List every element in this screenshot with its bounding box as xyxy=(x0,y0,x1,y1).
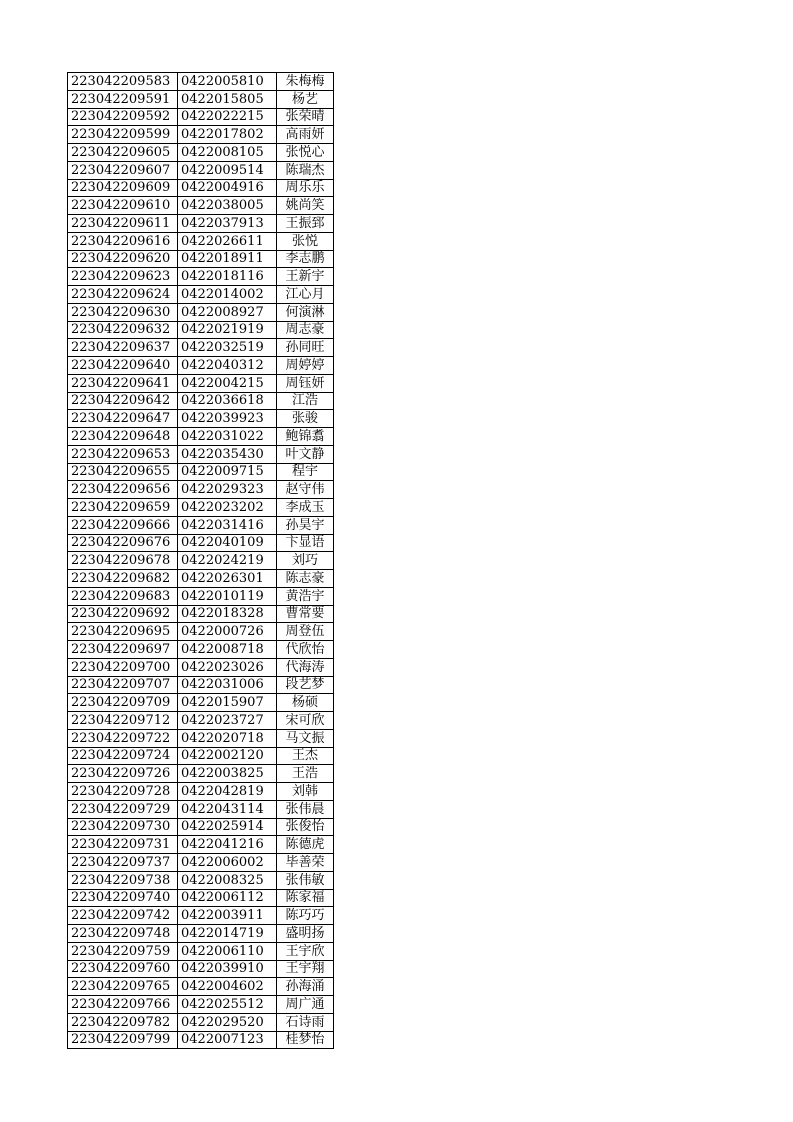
student-id-cell: 223042209678 xyxy=(68,552,178,570)
exam-number-cell: 0422009715 xyxy=(178,463,277,481)
exam-number-cell: 0422018116 xyxy=(178,268,277,286)
student-id-cell: 223042209655 xyxy=(68,463,178,481)
table-row xyxy=(68,73,334,91)
student-id-cell: 223042209640 xyxy=(68,357,178,375)
exam-number-cell: 0422023026 xyxy=(178,658,277,676)
exam-number-cell: 0422021919 xyxy=(178,321,277,339)
student-name-cell: 王杰 xyxy=(277,747,334,765)
student-id-cell: 223042209641 xyxy=(68,374,178,392)
exam-number-cell: 0422009514 xyxy=(178,161,277,179)
student-id-cell: 223042209610 xyxy=(68,197,178,215)
student-name-cell: 桂梦怡 xyxy=(277,1031,334,1049)
student-id-cell: 223042209799 xyxy=(68,1031,178,1049)
table-row xyxy=(68,1013,334,1031)
table-row xyxy=(68,339,334,357)
student-name-cell: 张悦心 xyxy=(277,144,334,162)
table-row xyxy=(68,783,334,801)
exam-number-cell: 0422008927 xyxy=(178,303,277,321)
student-id-cell: 223042209666 xyxy=(68,516,178,534)
student-id-cell: 223042209605 xyxy=(68,144,178,162)
student-id-cell: 223042209599 xyxy=(68,126,178,144)
student-table xyxy=(67,72,334,1049)
student-id-cell: 223042209709 xyxy=(68,694,178,712)
exam-number-cell: 0422018911 xyxy=(178,250,277,268)
student-id-cell: 223042209648 xyxy=(68,428,178,446)
student-name-cell: 江浩 xyxy=(277,392,334,410)
exam-number-cell: 0422020718 xyxy=(178,729,277,747)
student-id-cell: 223042209683 xyxy=(68,587,178,605)
student-id-cell: 223042209611 xyxy=(68,215,178,233)
exam-number-cell: 0422037913 xyxy=(178,215,277,233)
exam-number-cell: 0422026301 xyxy=(178,570,277,588)
student-id-cell: 223042209682 xyxy=(68,570,178,588)
exam-number-cell: 0422008718 xyxy=(178,641,277,659)
student-name-cell: 杨硕 xyxy=(277,694,334,712)
exam-number-cell: 0422038005 xyxy=(178,197,277,215)
student-name-cell: 程宇 xyxy=(277,463,334,481)
table-row xyxy=(68,499,334,517)
table-row xyxy=(68,676,334,694)
table-row xyxy=(68,605,334,623)
student-name-cell: 孙昊宇 xyxy=(277,516,334,534)
student-name-cell: 王振郅 xyxy=(277,215,334,233)
table-row xyxy=(68,854,334,872)
student-id-cell: 223042209748 xyxy=(68,925,178,943)
exam-number-cell: 0422010119 xyxy=(178,587,277,605)
student-id-cell: 223042209707 xyxy=(68,676,178,694)
exam-number-cell: 0422015907 xyxy=(178,694,277,712)
student-id-cell: 223042209632 xyxy=(68,321,178,339)
table-row xyxy=(68,268,334,286)
student-id-cell: 223042209730 xyxy=(68,818,178,836)
student-name-cell: 陈瑞杰 xyxy=(277,161,334,179)
student-name-cell: 盛明扬 xyxy=(277,925,334,943)
student-name-cell: 周乐乐 xyxy=(277,179,334,197)
student-id-cell: 223042209659 xyxy=(68,499,178,517)
exam-number-cell: 0422008325 xyxy=(178,871,277,889)
table-row xyxy=(68,428,334,446)
student-name-cell: 叶文静 xyxy=(277,445,334,463)
student-id-cell: 223042209765 xyxy=(68,978,178,996)
student-id-cell: 223042209583 xyxy=(68,73,178,91)
student-name-cell: 刘巧 xyxy=(277,552,334,570)
student-id-cell: 223042209740 xyxy=(68,889,178,907)
exam-number-cell: 0422006002 xyxy=(178,854,277,872)
table-row xyxy=(68,144,334,162)
student-name-cell: 张伟晨 xyxy=(277,800,334,818)
student-id-cell: 223042209609 xyxy=(68,179,178,197)
student-name-cell: 张悦 xyxy=(277,232,334,250)
table-row xyxy=(68,410,334,428)
student-id-cell: 223042209760 xyxy=(68,960,178,978)
student-id-cell: 223042209737 xyxy=(68,854,178,872)
table-row xyxy=(68,463,334,481)
exam-number-cell: 0422006112 xyxy=(178,889,277,907)
student-id-cell: 223042209607 xyxy=(68,161,178,179)
exam-number-cell: 0422031006 xyxy=(178,676,277,694)
student-name-cell: 刘韩 xyxy=(277,783,334,801)
table-row xyxy=(68,747,334,765)
table-row xyxy=(68,978,334,996)
student-name-cell: 宋可欣 xyxy=(277,712,334,730)
table-row xyxy=(68,161,334,179)
student-name-cell: 孙同旺 xyxy=(277,339,334,357)
exam-number-cell: 0422003911 xyxy=(178,907,277,925)
table-row xyxy=(68,445,334,463)
student-name-cell: 代海涛 xyxy=(277,658,334,676)
table-row xyxy=(68,996,334,1014)
student-name-cell: 陈志豪 xyxy=(277,570,334,588)
table-row xyxy=(68,90,334,108)
table-row xyxy=(68,286,334,304)
student-id-cell: 223042209630 xyxy=(68,303,178,321)
student-name-cell: 周钰妍 xyxy=(277,374,334,392)
table-row xyxy=(68,374,334,392)
student-id-cell: 223042209653 xyxy=(68,445,178,463)
table-row xyxy=(68,552,334,570)
student-id-cell: 223042209616 xyxy=(68,232,178,250)
exam-number-cell: 0422042819 xyxy=(178,783,277,801)
table-row xyxy=(68,197,334,215)
student-id-cell: 223042209726 xyxy=(68,765,178,783)
student-id-cell: 223042209729 xyxy=(68,800,178,818)
exam-number-cell: 0422017802 xyxy=(178,126,277,144)
student-name-cell: 黄浩宇 xyxy=(277,587,334,605)
exam-number-cell: 0422004916 xyxy=(178,179,277,197)
table-row xyxy=(68,108,334,126)
exam-number-cell: 0422000726 xyxy=(178,623,277,641)
student-name-cell: 孙海涌 xyxy=(277,978,334,996)
student-name-cell: 毕善荣 xyxy=(277,854,334,872)
exam-number-cell: 0422031022 xyxy=(178,428,277,446)
student-id-cell: 223042209731 xyxy=(68,836,178,854)
student-id-cell: 223042209676 xyxy=(68,534,178,552)
exam-number-cell: 0422031416 xyxy=(178,516,277,534)
table-row xyxy=(68,587,334,605)
student-name-cell: 赵守伟 xyxy=(277,481,334,499)
table-row xyxy=(68,303,334,321)
student-name-cell: 李成玉 xyxy=(277,499,334,517)
table-row xyxy=(68,481,334,499)
exam-number-cell: 0422041216 xyxy=(178,836,277,854)
exam-number-cell: 0422024219 xyxy=(178,552,277,570)
student-name-cell: 张伟敏 xyxy=(277,871,334,889)
student-name-cell: 石诗雨 xyxy=(277,1013,334,1031)
exam-number-cell: 0422006110 xyxy=(178,942,277,960)
exam-number-cell: 0422026611 xyxy=(178,232,277,250)
table-row xyxy=(68,232,334,250)
exam-number-cell: 0422029323 xyxy=(178,481,277,499)
table-body xyxy=(68,73,334,1049)
exam-number-cell: 0422022215 xyxy=(178,108,277,126)
student-name-cell: 段艺梦 xyxy=(277,676,334,694)
student-id-cell: 223042209759 xyxy=(68,942,178,960)
student-name-cell: 陈巧巧 xyxy=(277,907,334,925)
student-name-cell: 朱梅梅 xyxy=(277,73,334,91)
student-name-cell: 马文振 xyxy=(277,729,334,747)
student-id-cell: 223042209624 xyxy=(68,286,178,304)
table-row xyxy=(68,889,334,907)
student-id-cell: 223042209695 xyxy=(68,623,178,641)
table-row xyxy=(68,179,334,197)
student-id-cell: 223042209592 xyxy=(68,108,178,126)
exam-number-cell: 0422002120 xyxy=(178,747,277,765)
student-name-cell: 江心月 xyxy=(277,286,334,304)
table-row xyxy=(68,907,334,925)
table-row xyxy=(68,623,334,641)
exam-number-cell: 0422014719 xyxy=(178,925,277,943)
table-row xyxy=(68,392,334,410)
student-name-cell: 杨艺 xyxy=(277,90,334,108)
student-name-cell: 王新宇 xyxy=(277,268,334,286)
exam-number-cell: 0422015805 xyxy=(178,90,277,108)
student-id-cell: 223042209620 xyxy=(68,250,178,268)
student-name-cell: 周婷婷 xyxy=(277,357,334,375)
student-id-cell: 223042209728 xyxy=(68,783,178,801)
student-name-cell: 周广通 xyxy=(277,996,334,1014)
student-name-cell: 何演淋 xyxy=(277,303,334,321)
exam-number-cell: 0422029520 xyxy=(178,1013,277,1031)
student-name-cell: 张骏 xyxy=(277,410,334,428)
table-row xyxy=(68,570,334,588)
table-row xyxy=(68,126,334,144)
table-row xyxy=(68,729,334,747)
student-name-cell: 曹常要 xyxy=(277,605,334,623)
table-row xyxy=(68,516,334,534)
student-id-cell: 223042209722 xyxy=(68,729,178,747)
exam-number-cell: 0422014002 xyxy=(178,286,277,304)
student-id-cell: 223042209591 xyxy=(68,90,178,108)
exam-number-cell: 0422040312 xyxy=(178,357,277,375)
table-row xyxy=(68,658,334,676)
table-row xyxy=(68,836,334,854)
student-name-cell: 姚尚笑 xyxy=(277,197,334,215)
table-row xyxy=(68,1031,334,1049)
student-name-cell: 李志鹏 xyxy=(277,250,334,268)
table-row xyxy=(68,250,334,268)
table-row xyxy=(68,694,334,712)
student-id-cell: 223042209623 xyxy=(68,268,178,286)
student-id-cell: 223042209738 xyxy=(68,871,178,889)
student-id-cell: 223042209656 xyxy=(68,481,178,499)
table-row xyxy=(68,925,334,943)
table-row xyxy=(68,321,334,339)
exam-number-cell: 0422035430 xyxy=(178,445,277,463)
student-name-cell: 周登伍 xyxy=(277,623,334,641)
table-row xyxy=(68,765,334,783)
student-name-cell: 王宇翔 xyxy=(277,960,334,978)
table-row xyxy=(68,942,334,960)
student-name-cell: 代欣怡 xyxy=(277,641,334,659)
student-name-cell: 张俊怡 xyxy=(277,818,334,836)
student-name-cell: 陈家福 xyxy=(277,889,334,907)
table-row xyxy=(68,534,334,552)
student-id-cell: 223042209697 xyxy=(68,641,178,659)
exam-number-cell: 0422004602 xyxy=(178,978,277,996)
exam-number-cell: 0422043114 xyxy=(178,800,277,818)
student-name-cell: 卞显语 xyxy=(277,534,334,552)
exam-number-cell: 0422023202 xyxy=(178,499,277,517)
student-id-cell: 223042209712 xyxy=(68,712,178,730)
student-name-cell: 高雨妍 xyxy=(277,126,334,144)
student-name-cell: 王浩 xyxy=(277,765,334,783)
table-row xyxy=(68,712,334,730)
student-name-cell: 周志豪 xyxy=(277,321,334,339)
student-id-cell: 223042209637 xyxy=(68,339,178,357)
student-id-cell: 223042209647 xyxy=(68,410,178,428)
exam-number-cell: 0422023727 xyxy=(178,712,277,730)
student-name-cell: 张荣晴 xyxy=(277,108,334,126)
exam-number-cell: 0422039923 xyxy=(178,410,277,428)
exam-number-cell: 0422004215 xyxy=(178,374,277,392)
exam-number-cell: 0422007123 xyxy=(178,1031,277,1049)
student-id-cell: 223042209700 xyxy=(68,658,178,676)
student-name-cell: 王宇欣 xyxy=(277,942,334,960)
exam-number-cell: 0422039910 xyxy=(178,960,277,978)
exam-number-cell: 0422003825 xyxy=(178,765,277,783)
exam-number-cell: 0422025914 xyxy=(178,818,277,836)
table-row xyxy=(68,357,334,375)
table-row xyxy=(68,641,334,659)
student-id-cell: 223042209742 xyxy=(68,907,178,925)
student-name-cell: 陈德虎 xyxy=(277,836,334,854)
exam-number-cell: 0422025512 xyxy=(178,996,277,1014)
table-row xyxy=(68,215,334,233)
exam-number-cell: 0422036618 xyxy=(178,392,277,410)
student-id-cell: 223042209724 xyxy=(68,747,178,765)
table-row xyxy=(68,871,334,889)
exam-number-cell: 0422005810 xyxy=(178,73,277,91)
student-id-cell: 223042209692 xyxy=(68,605,178,623)
exam-number-cell: 0422032519 xyxy=(178,339,277,357)
exam-number-cell: 0422008105 xyxy=(178,144,277,162)
table-row xyxy=(68,800,334,818)
student-name-cell: 鲍锦翥 xyxy=(277,428,334,446)
exam-number-cell: 0422040109 xyxy=(178,534,277,552)
exam-number-cell: 0422018328 xyxy=(178,605,277,623)
student-id-cell: 223042209782 xyxy=(68,1013,178,1031)
student-id-cell: 223042209766 xyxy=(68,996,178,1014)
student-id-cell: 223042209642 xyxy=(68,392,178,410)
table-row xyxy=(68,818,334,836)
table-row xyxy=(68,960,334,978)
